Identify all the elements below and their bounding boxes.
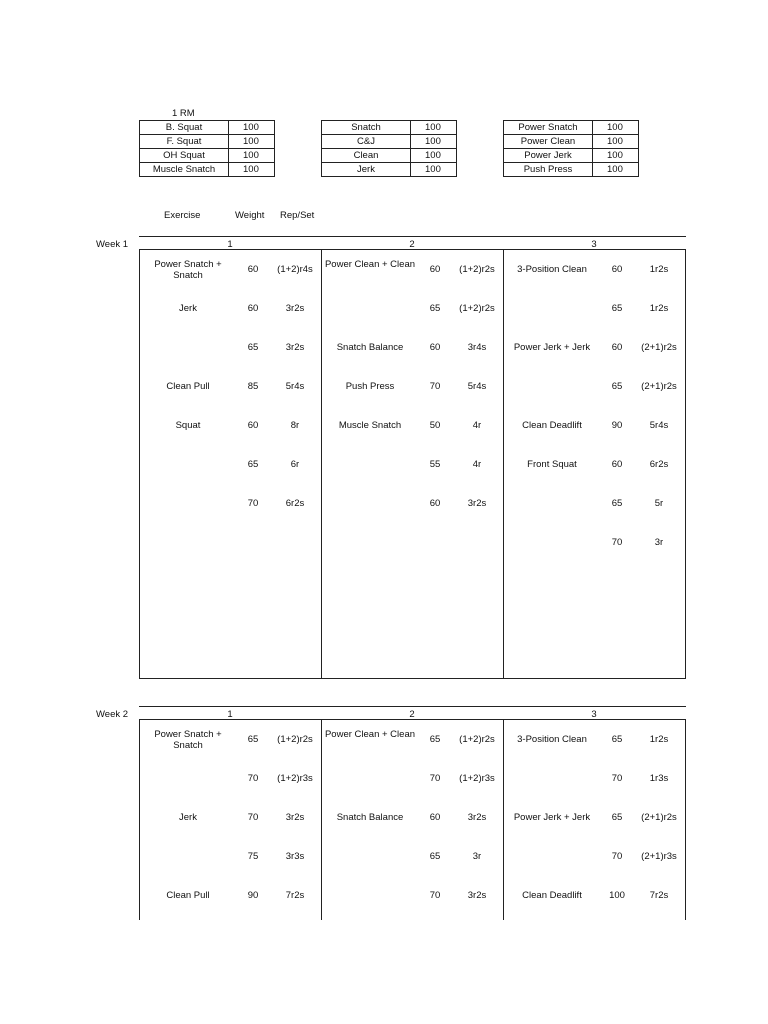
rep-set-value: (1+2)r4s: [277, 264, 313, 275]
weight-value: 65: [611, 812, 623, 823]
weight-value: 70: [429, 773, 441, 784]
exercise-name: Squat: [175, 420, 201, 431]
lift-value: 100: [593, 121, 639, 135]
rm-row: [504, 149, 639, 163]
day-divider: [321, 720, 322, 920]
rep-set-value: 1r3s: [649, 773, 669, 784]
weight-value: 70: [429, 890, 441, 901]
weight-value: 90: [247, 890, 259, 901]
week-grid: [139, 249, 686, 679]
rep-set-value: 3r4s: [467, 342, 487, 353]
rep-set-value: 3r2s: [467, 890, 487, 901]
rep-set-value: (2+1)r2s: [641, 381, 677, 392]
rep-set-value: 3r2s: [467, 812, 487, 823]
rep-set-value: (2+1)r3s: [641, 851, 677, 862]
weight-value: 70: [611, 773, 623, 784]
rep-set-value: (1+2)r3s: [459, 773, 495, 784]
weight-value: 60: [247, 264, 259, 275]
lift-name: Snatch: [322, 121, 411, 135]
weight-value: 65: [247, 734, 259, 745]
weight-value: 90: [611, 420, 623, 431]
weight-value: 70: [247, 773, 259, 784]
lift-name: Muscle Snatch: [140, 163, 229, 177]
weight-value: 75: [247, 851, 259, 862]
exercise-name: 3-Position Clean: [517, 264, 587, 275]
rep-set-value: 3r2s: [285, 342, 305, 353]
weight-value: 65: [611, 381, 623, 392]
exercise-name: Snatch Balance: [336, 812, 404, 823]
weight-value: 70: [611, 537, 623, 548]
rm-row: [140, 135, 275, 149]
lift-value: 100: [593, 149, 639, 163]
week-day-header: [139, 236, 686, 250]
lift-value: 100: [229, 121, 275, 135]
exercise-name: Power Jerk + Jerk: [513, 342, 591, 353]
rep-set-value: 7r2s: [285, 890, 305, 901]
day-label: 3: [591, 239, 597, 250]
exercise-name: Power Clean + Clean: [324, 259, 416, 270]
header-repset: Rep/Set: [280, 210, 315, 221]
rm-row: [504, 163, 639, 177]
rm-row: [140, 121, 275, 135]
rep-set-value: 3r: [472, 851, 482, 862]
weight-value: 70: [429, 381, 441, 392]
rep-set-value: 5r: [654, 498, 664, 509]
weight-value: 65: [429, 851, 441, 862]
day-label: 2: [409, 239, 415, 250]
rep-set-value: 1r2s: [649, 303, 669, 314]
rm-row: [322, 163, 457, 177]
lift-name: Push Press: [504, 163, 593, 177]
day-label: 1: [227, 709, 233, 720]
lift-value: 100: [229, 149, 275, 163]
rep-set-value: 6r: [290, 459, 300, 470]
lift-name: C&J: [322, 135, 411, 149]
rm-title: 1 RM: [172, 108, 195, 119]
rep-set-value: 5r4s: [467, 381, 487, 392]
rm-row: [140, 149, 275, 163]
lift-name: Jerk: [322, 163, 411, 177]
day-divider: [503, 720, 504, 920]
rep-set-value: 4r: [472, 420, 482, 431]
rep-set-value: 3r2s: [285, 303, 305, 314]
rep-set-value: 1r2s: [649, 734, 669, 745]
exercise-name: Front Squat: [527, 459, 577, 470]
exercise-name: 3-Position Clean: [517, 734, 587, 745]
weight-value: 55: [429, 459, 441, 470]
rm-row: [322, 121, 457, 135]
rm-row: [322, 149, 457, 163]
exercise-name: Power Snatch + Snatch: [154, 259, 222, 281]
lift-value: 100: [411, 163, 457, 177]
week-label: Week 2: [96, 709, 129, 720]
weight-value: 65: [429, 303, 441, 314]
weight-value: 100: [609, 890, 625, 901]
header-exercise: Exercise: [164, 210, 201, 221]
rep-set-value: 8r: [290, 420, 300, 431]
rep-set-value: 6r2s: [285, 498, 305, 509]
exercise-name: Power Jerk + Jerk: [513, 812, 591, 823]
rm-row: [322, 135, 457, 149]
rep-set-value: 1r2s: [649, 264, 669, 275]
lift-value: 100: [411, 135, 457, 149]
day-divider: [503, 250, 504, 678]
weight-value: 65: [429, 734, 441, 745]
rm-table-1: [139, 120, 275, 177]
rm-table-2: [321, 120, 457, 177]
weight-value: 60: [429, 342, 441, 353]
rm-table-3: [503, 120, 639, 177]
weight-value: 60: [429, 812, 441, 823]
lift-value: 100: [229, 135, 275, 149]
week-day-header: [139, 706, 686, 720]
exercise-name: Clean Deadlift: [522, 420, 582, 431]
rep-set-value: (1+2)r2s: [277, 734, 313, 745]
rep-set-value: (2+1)r2s: [641, 342, 677, 353]
week-grid: [139, 719, 686, 920]
day-divider: [321, 250, 322, 678]
rep-set-value: (1+2)r3s: [277, 773, 313, 784]
weight-value: 50: [429, 420, 441, 431]
weight-value: 60: [247, 303, 259, 314]
rep-set-value: 5r4s: [285, 381, 305, 392]
lift-name: Power Clean: [504, 135, 593, 149]
lift-value: 100: [593, 163, 639, 177]
lift-name: Power Snatch: [504, 121, 593, 135]
day-label: 3: [591, 709, 597, 720]
lift-value: 100: [411, 121, 457, 135]
rep-set-value: 5r4s: [649, 420, 669, 431]
week-1-block: [139, 236, 686, 679]
rep-set-value: (1+2)r2s: [459, 264, 495, 275]
weight-value: 65: [611, 303, 623, 314]
lift-name: Clean: [322, 149, 411, 163]
exercise-name: Push Press: [345, 381, 395, 392]
lift-name: F. Squat: [140, 135, 229, 149]
rm-row: [504, 121, 639, 135]
rep-set-value: 4r: [472, 459, 482, 470]
rep-set-value: 3r: [654, 537, 664, 548]
weight-value: 65: [247, 459, 259, 470]
day-label: 1: [227, 239, 233, 250]
rep-set-value: 6r2s: [649, 459, 669, 470]
weight-value: 60: [247, 420, 259, 431]
lift-value: 100: [229, 163, 275, 177]
lift-name: OH Squat: [140, 149, 229, 163]
exercise-name: Snatch Balance: [336, 342, 404, 353]
exercise-name: Clean Deadlift: [522, 890, 582, 901]
weight-value: 65: [247, 342, 259, 353]
weight-value: 70: [247, 812, 259, 823]
weight-value: 70: [247, 498, 259, 509]
exercise-name: Clean Pull: [166, 890, 210, 901]
weight-value: 65: [611, 734, 623, 745]
rep-set-value: (1+2)r2s: [459, 303, 495, 314]
rep-set-value: 7r2s: [649, 890, 669, 901]
day-label: 2: [409, 709, 415, 720]
week-label: Week 1: [96, 239, 129, 250]
rep-set-value: 3r2s: [467, 498, 487, 509]
exercise-name: Jerk: [179, 812, 197, 823]
rep-set-value: 3r2s: [285, 812, 305, 823]
rep-set-value: 3r3s: [285, 851, 305, 862]
rep-set-value: (2+1)r2s: [641, 812, 677, 823]
rm-row: [140, 163, 275, 177]
rm-row: [504, 135, 639, 149]
exercise-name: Jerk: [179, 303, 197, 314]
lift-value: 100: [411, 149, 457, 163]
exercise-name: Power Clean + Clean: [324, 729, 416, 740]
exercise-name: Power Snatch + Snatch: [154, 729, 222, 751]
exercise-name: Clean Pull: [166, 381, 210, 392]
week-2-block: [139, 706, 686, 918]
weight-value: 65: [611, 498, 623, 509]
weight-value: 60: [611, 264, 623, 275]
lift-name: B. Squat: [140, 121, 229, 135]
lift-name: Power Jerk: [504, 149, 593, 163]
weight-value: 60: [429, 264, 441, 275]
weight-value: 85: [247, 381, 259, 392]
weight-value: 60: [611, 459, 623, 470]
weight-value: 70: [611, 851, 623, 862]
rep-set-value: (1+2)r2s: [459, 734, 495, 745]
weight-value: 60: [611, 342, 623, 353]
lift-value: 100: [593, 135, 639, 149]
header-weight: Weight: [235, 210, 265, 221]
weight-value: 60: [429, 498, 441, 509]
exercise-name: Muscle Snatch: [338, 420, 402, 431]
